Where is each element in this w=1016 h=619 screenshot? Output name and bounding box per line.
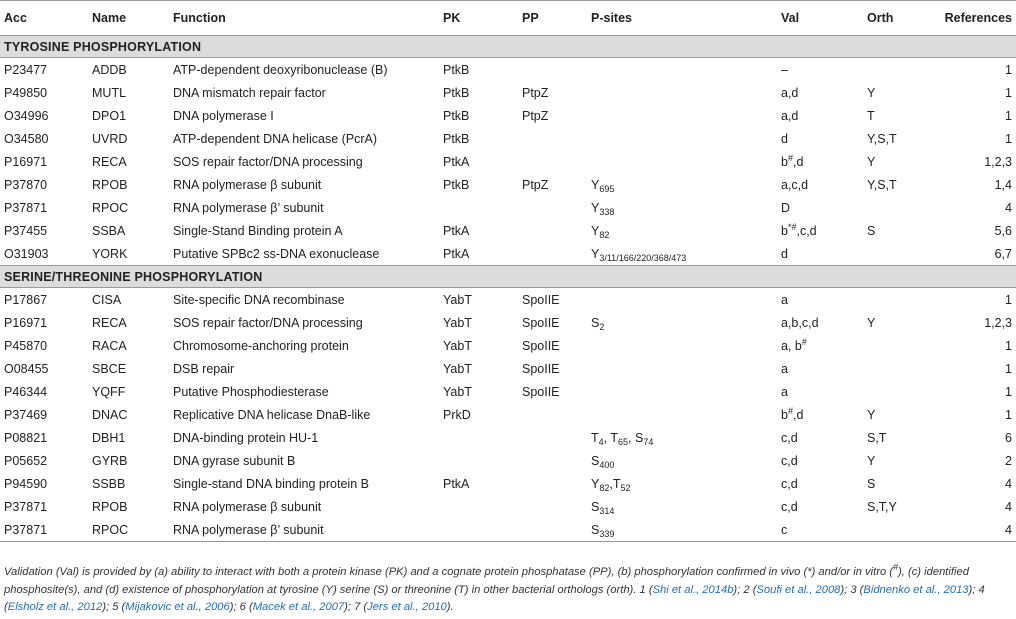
header-pp: PP <box>518 1 587 36</box>
cell-acc: P37871 <box>0 518 88 542</box>
cell-function: Single-stand DNA binding protein B <box>173 476 369 491</box>
cell-function: RNA polymerase β subunit <box>173 499 322 514</box>
cell-references: 1 <box>1005 292 1012 307</box>
cell-acc: P37455 <box>4 223 48 238</box>
cell-acc: P46344 <box>4 384 48 399</box>
table-row <box>0 518 1016 542</box>
citation-link[interactable]: Soufi et al., 2008 <box>756 583 841 596</box>
table-row <box>0 449 1016 472</box>
cell-acc: O31903 <box>4 246 49 261</box>
cell-name: RPOB <box>92 177 128 192</box>
table-row <box>0 426 1016 449</box>
cell-psites <box>587 81 777 104</box>
section-title: SERINE/THREONINE PHOSPHORYLATION <box>0 266 1016 288</box>
cell-psites: $T_4$, $T_{65}$, $S_{74}$ <box>591 430 654 447</box>
cell-acc: P16971 <box>4 315 48 330</box>
cell-val: b*#,c,d <box>781 221 817 238</box>
cell-function: Replicative DNA helicase DnaB-like <box>173 407 371 422</box>
cell-function: Putative Phosphodiesterase <box>173 384 329 399</box>
cell-name: ADDB <box>92 62 127 77</box>
cell-orth: S <box>867 476 876 491</box>
cell-orth: T <box>867 108 875 123</box>
cell-val: c,d <box>781 476 798 491</box>
table-row <box>0 150 1016 173</box>
cell-pp: PtpZ <box>522 108 549 123</box>
table-row <box>0 196 1016 219</box>
cell-function: DNA mismatch repair factor <box>173 85 326 100</box>
cell-psites <box>587 58 777 82</box>
cell-function: ATP-dependent DNA helicase (PcrA) <box>173 131 378 146</box>
cell-acc: O08455 <box>4 361 49 376</box>
cell-name: YQFF <box>92 384 126 399</box>
cell-val: a,b,c,d <box>781 315 819 330</box>
cell-acc: P23477 <box>4 62 48 77</box>
table-row <box>0 219 1016 242</box>
cell-references: 1 <box>1005 131 1012 146</box>
cell-pk: PtkA <box>443 223 470 238</box>
cell-name: SSBB <box>92 476 126 491</box>
cell-orth <box>863 334 934 357</box>
cell-val: d <box>781 246 788 261</box>
cell-name: RECA <box>92 315 127 330</box>
cell-pp: SpoIIE <box>522 315 560 330</box>
cell-val: c,d <box>781 499 798 514</box>
cell-pk: PtkB <box>443 62 470 77</box>
cell-val: a,d <box>781 85 799 100</box>
citation-link[interactable]: Bidnenko et al., 2013 <box>863 583 969 596</box>
cell-acc: P94590 <box>4 476 48 491</box>
citation-link[interactable]: Mijakovic et al., 2006 <box>125 601 230 613</box>
cell-psites <box>587 357 777 380</box>
cell-pp <box>518 403 587 426</box>
cell-val: – <box>781 62 788 77</box>
cell-name: RPOC <box>88 518 169 542</box>
cell-pk: PtkB <box>443 131 470 146</box>
table-body <box>0 36 1016 542</box>
cell-pk: YabT <box>443 361 472 376</box>
cell-references: 1,2,3 <box>984 315 1012 330</box>
cell-pp <box>518 196 587 219</box>
cell-pk: PtkB <box>443 177 470 192</box>
cell-references: 1,4 <box>994 177 1012 192</box>
section-header-row <box>0 36 1016 58</box>
cell-acc: P37871 <box>4 499 48 514</box>
cell-val: D <box>781 200 791 215</box>
cell-references: 6 <box>1005 430 1012 445</box>
cell-orth <box>863 196 934 219</box>
cell-function: Single-Stand Binding protein A <box>173 223 343 238</box>
citation-link[interactable]: Elsholz et al., 2012 <box>7 601 103 613</box>
cell-orth <box>863 357 934 380</box>
table-footnote: Validation (Val) is provided by (a) ability to interact with both a protein kinase (PK) and a cognate protein phosphatase (PP), (b) phosphorylation confirmed in vivo (*) and/or in vitro (#), (c) identified phosphosite(s), and (d) existence of phosphorylation at tyrosine (Y) serine (S) or threonine (T) in other bacterial orthologs (orth). 1 (Shi et al., 2014b); 2 (Soufi et al., 2008); 3 (Bidnenko et al., 2013); 4 (Elsholz et al., 2012); 5 (Mijakovic et al., 2006); 6 (Macek et al., 2007); 7 (Jers et al., 2010). <box>4 562 985 613</box>
table-row <box>0 380 1016 403</box>
cell-psites <box>587 127 777 150</box>
cell-references: 4 <box>934 518 1016 542</box>
cell-pp <box>518 449 587 472</box>
cell-function: DSB repair <box>173 361 235 376</box>
cell-pp <box>518 58 587 82</box>
header-orth: Orth <box>863 1 934 36</box>
cell-val: c,d <box>781 453 798 468</box>
cell-references: 2 <box>1005 453 1012 468</box>
cell-acc: P05652 <box>4 453 48 468</box>
cell-orth <box>863 380 934 403</box>
cell-val: b#,d <box>781 405 804 422</box>
cell-function: DNA gyrase subunit B <box>173 453 296 468</box>
cell-psites <box>587 380 777 403</box>
cell-name: SBCE <box>92 361 127 376</box>
cell-function: RNA polymerase β’ subunit <box>169 518 439 542</box>
cell-pp: SpoIIE <box>522 338 560 353</box>
table-row <box>0 311 1016 334</box>
table-row <box>0 472 1016 495</box>
section-title: TYROSINE PHOSPHORYLATION <box>0 36 1016 58</box>
cell-orth: Y <box>867 407 876 422</box>
cell-pp <box>518 472 587 495</box>
cell-function: SOS repair factor/DNA processing <box>173 154 363 169</box>
cell-val: a <box>781 361 788 376</box>
cell-pk: YabT <box>443 384 472 399</box>
citation-link[interactable]: Macek et al., 2007 <box>252 601 345 613</box>
cell-val: a, b# <box>781 336 807 353</box>
cell-pk: PtkB <box>443 85 470 100</box>
cell-name: CISA <box>92 292 122 307</box>
cell-acc: P37469 <box>4 407 48 422</box>
cell-val: b#,d <box>781 152 804 169</box>
cell-name: SSBA <box>92 223 126 238</box>
cell-orth: S <box>867 223 876 238</box>
cell-function: DNA-binding protein HU-1 <box>173 430 319 445</box>
cell-psites: $Y_{82}$ <box>591 223 610 240</box>
cell-references: 4 <box>1005 499 1012 514</box>
cell-pp: SpoIIE <box>522 384 560 399</box>
cell-psites: $Y_{82},T_{52}$ <box>591 476 631 493</box>
header-references: References <box>934 1 1016 36</box>
table-row <box>0 403 1016 426</box>
cell-pp <box>518 150 587 173</box>
cell-name: GYRB <box>92 453 128 468</box>
cell-orth: S,T,Y <box>867 499 897 514</box>
cell-orth <box>863 242 934 266</box>
cell-name: DBH1 <box>92 430 126 445</box>
cell-orth: Y <box>867 154 876 169</box>
cell-acc: P37871 <box>4 200 48 215</box>
cell-val: c,d <box>781 430 798 445</box>
cell-name: RPOB <box>92 499 128 514</box>
cell-references: 1 <box>1005 85 1012 100</box>
cell-acc: P16971 <box>4 154 48 169</box>
cell-name: RACA <box>92 338 127 353</box>
cell-psites: $S_{400}$ <box>591 453 615 470</box>
table-row <box>0 242 1016 266</box>
cell-pp <box>518 495 587 518</box>
cell-pp <box>518 518 587 542</box>
cell-pp: PtpZ <box>522 177 549 192</box>
cell-function: ATP-dependent deoxyribonuclease (B) <box>173 62 388 77</box>
cell-orth: Y,S,T <box>867 177 897 192</box>
cell-psites <box>587 334 777 357</box>
cell-psites <box>587 104 777 127</box>
cell-psites <box>587 403 777 426</box>
cell-pk: PtkB <box>443 108 470 123</box>
citation-link[interactable]: Jers et al., 2010 <box>367 601 447 613</box>
cell-references: 1 <box>1005 384 1012 399</box>
cell-references: 1 <box>1005 62 1012 77</box>
cell-acc: O34580 <box>4 131 49 146</box>
table-row <box>0 288 1016 312</box>
table-row <box>0 104 1016 127</box>
cell-val: a,d <box>781 108 799 123</box>
cell-orth <box>863 518 934 542</box>
cell-pk: YabT <box>443 338 472 353</box>
cell-val: d <box>781 131 788 146</box>
cell-pk <box>439 495 518 518</box>
cell-psites <box>587 288 777 312</box>
cell-pk <box>439 518 518 542</box>
cell-val: a <box>781 292 788 307</box>
cell-orth: S,T <box>867 430 887 445</box>
cell-acc: P08821 <box>4 430 48 445</box>
cell-pk: PtkA <box>443 476 470 491</box>
cell-pp <box>518 242 587 266</box>
cell-references: 4 <box>1005 476 1012 491</box>
cell-psites: $Y_{338}$ <box>591 200 615 217</box>
cell-references: 6,7 <box>994 246 1012 261</box>
cell-pk: YabT <box>443 315 472 330</box>
cell-name: RPOC <box>92 200 129 215</box>
cell-references: 1 <box>1005 407 1012 422</box>
cell-name: RECA <box>92 154 127 169</box>
cell-pk: PrkD <box>443 407 471 422</box>
cell-pp <box>518 127 587 150</box>
citation-link[interactable]: Shi et al., 2014b <box>652 583 734 596</box>
table-row <box>0 357 1016 380</box>
cell-function: RNA polymerase β subunit <box>173 177 322 192</box>
cell-orth: Y <box>867 453 876 468</box>
cell-val: a,c,d <box>781 177 809 192</box>
cell-orth: Y <box>867 315 876 330</box>
cell-name: YORK <box>92 246 128 261</box>
cell-pk <box>439 426 518 449</box>
cell-function: Chromosome-anchoring protein <box>173 338 349 353</box>
table-row <box>0 58 1016 82</box>
cell-function: RNA polymerase β’ subunit <box>173 200 324 215</box>
cell-pk: PtkA <box>443 246 470 261</box>
cell-references: 1,2,3 <box>984 154 1012 169</box>
cell-acc: P49850 <box>4 85 48 100</box>
cell-acc: P37870 <box>4 177 48 192</box>
cell-val: a <box>781 384 788 399</box>
header-val: Val <box>777 1 863 36</box>
cell-pp: SpoIIE <box>522 361 560 376</box>
cell-function: DNA polymerase I <box>173 108 274 123</box>
cell-psites: $Y_{695}$ <box>591 177 615 194</box>
cell-pp: PtpZ <box>522 85 549 100</box>
cell-psites: $S_{314}$ <box>591 499 615 516</box>
cell-pk <box>439 449 518 472</box>
table-row <box>0 173 1016 196</box>
cell-psites: $S_2$ <box>591 315 605 332</box>
header-function: Function <box>169 1 439 36</box>
header-acc: Acc <box>0 1 88 36</box>
header-name: Name <box>88 1 169 36</box>
cell-psites: $S_{339}$ <box>587 518 777 542</box>
cell-acc: O34996 <box>4 108 49 123</box>
cell-orth <box>863 288 934 312</box>
cell-acc: P45870 <box>4 338 48 353</box>
cell-references: 1 <box>1005 108 1012 123</box>
table-row <box>0 334 1016 357</box>
section-header-row <box>0 266 1016 288</box>
cell-name: DPO1 <box>92 108 127 123</box>
cell-val: c <box>777 518 863 542</box>
cell-references: 1 <box>1005 361 1012 376</box>
cell-name: MUTL <box>92 85 127 100</box>
cell-pp <box>518 426 587 449</box>
cell-name: DNAC <box>92 407 128 422</box>
table-row <box>0 127 1016 150</box>
cell-references: 5,6 <box>994 223 1012 238</box>
cell-orth: Y,S,T <box>867 131 897 146</box>
cell-references: 1 <box>1005 338 1012 353</box>
cell-function: Putative SPBc2 ss-DNA exonuclease <box>173 246 380 261</box>
cell-pk <box>439 196 518 219</box>
header-psites: P-sites <box>587 1 777 36</box>
cell-pk: YabT <box>443 292 472 307</box>
cell-psites <box>587 150 777 173</box>
cell-references: 4 <box>1005 200 1012 215</box>
cell-psites: $Y_{3/11/166/220/368/473}$ <box>591 246 687 263</box>
cell-acc: P17867 <box>4 292 48 307</box>
header-pk: PK <box>439 1 518 36</box>
cell-pk: PtkA <box>443 154 470 169</box>
cell-function: SOS repair factor/DNA processing <box>173 315 363 330</box>
cell-function: Site-specific DNA recombinase <box>173 292 345 307</box>
header-row <box>0 1 1016 36</box>
table-row <box>0 81 1016 104</box>
cell-name: UVRD <box>92 131 128 146</box>
cell-pp <box>518 219 587 242</box>
cell-pp: SpoIIE <box>522 292 560 307</box>
cell-orth: Y <box>867 85 876 100</box>
table-row <box>0 495 1016 518</box>
cell-orth <box>863 58 934 82</box>
